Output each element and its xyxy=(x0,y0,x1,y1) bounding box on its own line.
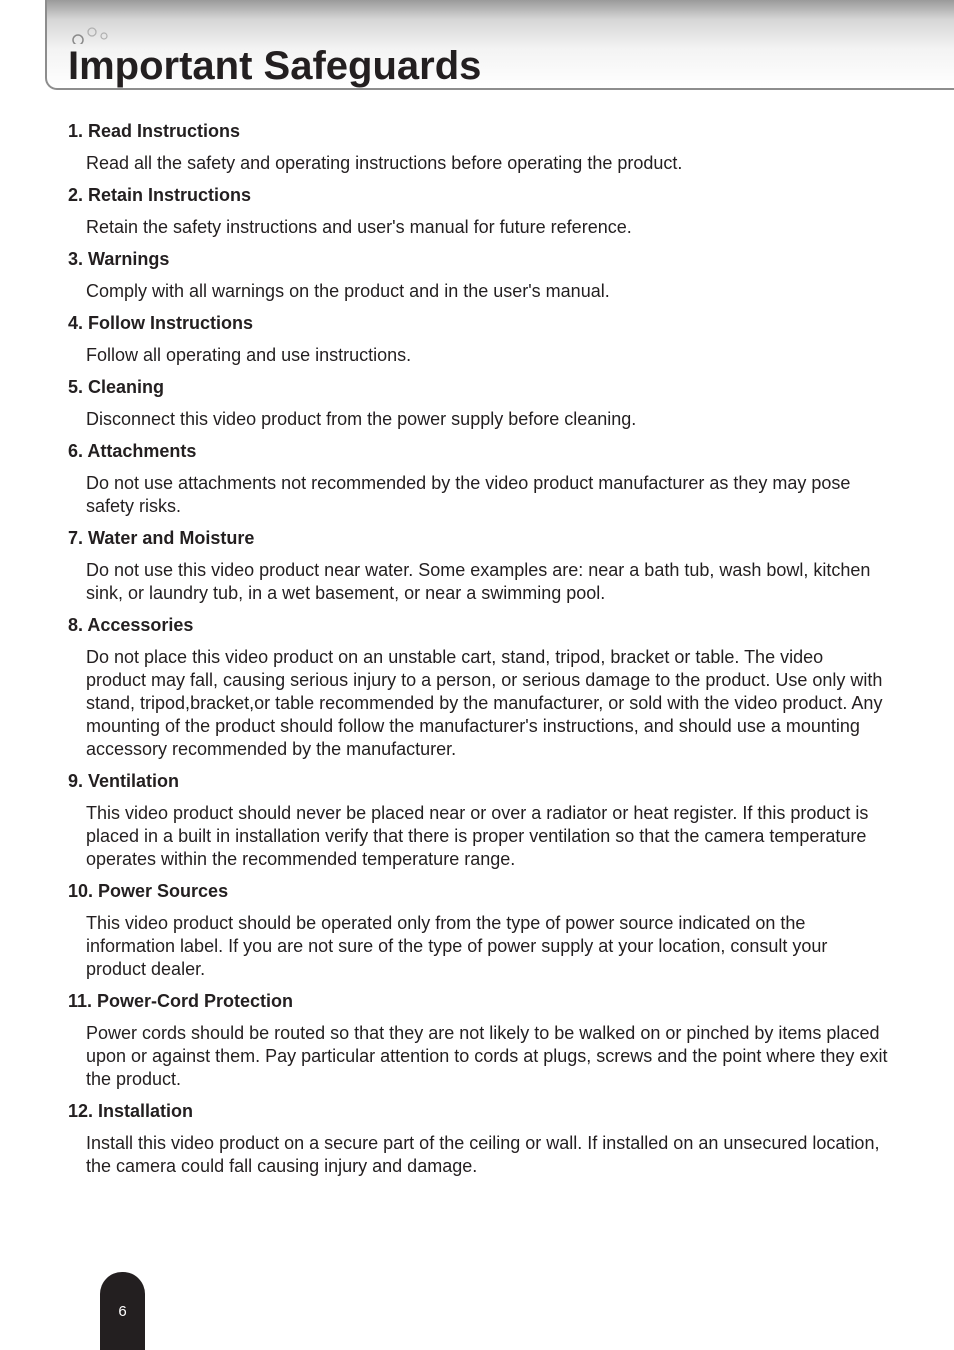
safeguard-item xyxy=(68,312,888,367)
safeguard-heading: 11. Power-Cord Protection xyxy=(68,991,294,1011)
safeguard-text: Power cords should be routed so that they are not likely to be walked on or pinched by items placed upon or against them. Pay particular attention to cords at plugs, screws and the point where they exit the product. xyxy=(86,1023,888,1089)
safeguard-heading: 12. Installation xyxy=(68,1101,194,1121)
safeguard-text: Do not place this video product on an unstable cart, stand, tripod, bracket or table. The video product may fall, causing serious injury to a person, or serious damage to the product. Use only with stand, tripod,bracket,or table recommended by the manufacturer, or sold with the video product. Any mounting of the product should follow the manufacturer's instructions, and should use a mounting accessory recommended by the manufacturer. xyxy=(86,647,883,759)
safeguard-text: Comply with all warnings on the product and in the user's manual. xyxy=(86,281,610,301)
page-title: Important Safeguards xyxy=(68,44,482,88)
safeguard-heading: 5. Cleaning xyxy=(68,377,165,397)
page-header xyxy=(45,0,954,90)
safeguard-heading: 9. Ventilation xyxy=(68,771,180,791)
safeguard-heading: 10. Power Sources xyxy=(68,881,229,901)
safeguard-item xyxy=(68,614,888,761)
safeguard-text: Disconnect this video product from the power supply before cleaning. xyxy=(86,409,637,429)
page-number: 6 xyxy=(118,1303,127,1320)
safeguard-heading: 1. Read Instructions xyxy=(68,121,241,141)
safeguard-text: This video product should never be placed near or over a radiator or heat register. If this product is placed in a built in installation verify that there is proper ventilation so that the camera temperature operates within the recommended temperature range. xyxy=(86,803,869,869)
safeguard-text: Install this video product on a secure part of the ceiling or wall. If installed on an unsecured location, the camera could fall causing injury and damage. xyxy=(86,1133,880,1176)
safeguard-item xyxy=(68,184,888,239)
safeguard-heading: 2. Retain Instructions xyxy=(68,185,252,205)
safeguard-item xyxy=(68,248,888,303)
safeguard-text: Do not use this video product near water. Some examples are: near a bath tub, wash bowl, kitchen sink, or laundry tub, in a wet basement, or near a swimming pool. xyxy=(86,560,871,603)
safeguard-item xyxy=(68,770,888,871)
safeguard-heading: 3. Warnings xyxy=(68,249,170,269)
safeguard-item xyxy=(68,376,888,431)
safeguard-text: Read all the safety and operating instructions before operating the product. xyxy=(86,153,683,173)
safeguards-list xyxy=(68,120,888,1187)
safeguard-item xyxy=(68,440,888,518)
safeguard-heading: 4. Follow Instructions xyxy=(68,313,254,333)
safeguard-text: Follow all operating and use instructions. xyxy=(86,345,412,365)
safeguard-text: Retain the safety instructions and user's manual for future reference. xyxy=(86,217,632,237)
safeguard-item xyxy=(68,527,888,605)
safeguard-item xyxy=(68,880,888,981)
safeguard-heading: 8. Accessories xyxy=(68,615,194,635)
safeguard-heading: 6. Attachments xyxy=(68,441,197,461)
page-number-tab xyxy=(100,1272,145,1350)
bubbles-decoration-icon xyxy=(71,24,111,44)
safeguard-item xyxy=(68,990,888,1091)
safeguard-text: This video product should be operated only from the type of power source indicated on the information label. If you are not sure of the type of power supply at your location, consult your product dealer. xyxy=(86,913,828,979)
safeguard-item xyxy=(68,1100,888,1178)
safeguard-item xyxy=(68,120,888,175)
safeguard-heading: 7. Water and Moisture xyxy=(68,528,255,548)
safeguard-text: Do not use attachments not recommended by the video product manufacturer as they may pose safety risks. xyxy=(86,473,851,516)
